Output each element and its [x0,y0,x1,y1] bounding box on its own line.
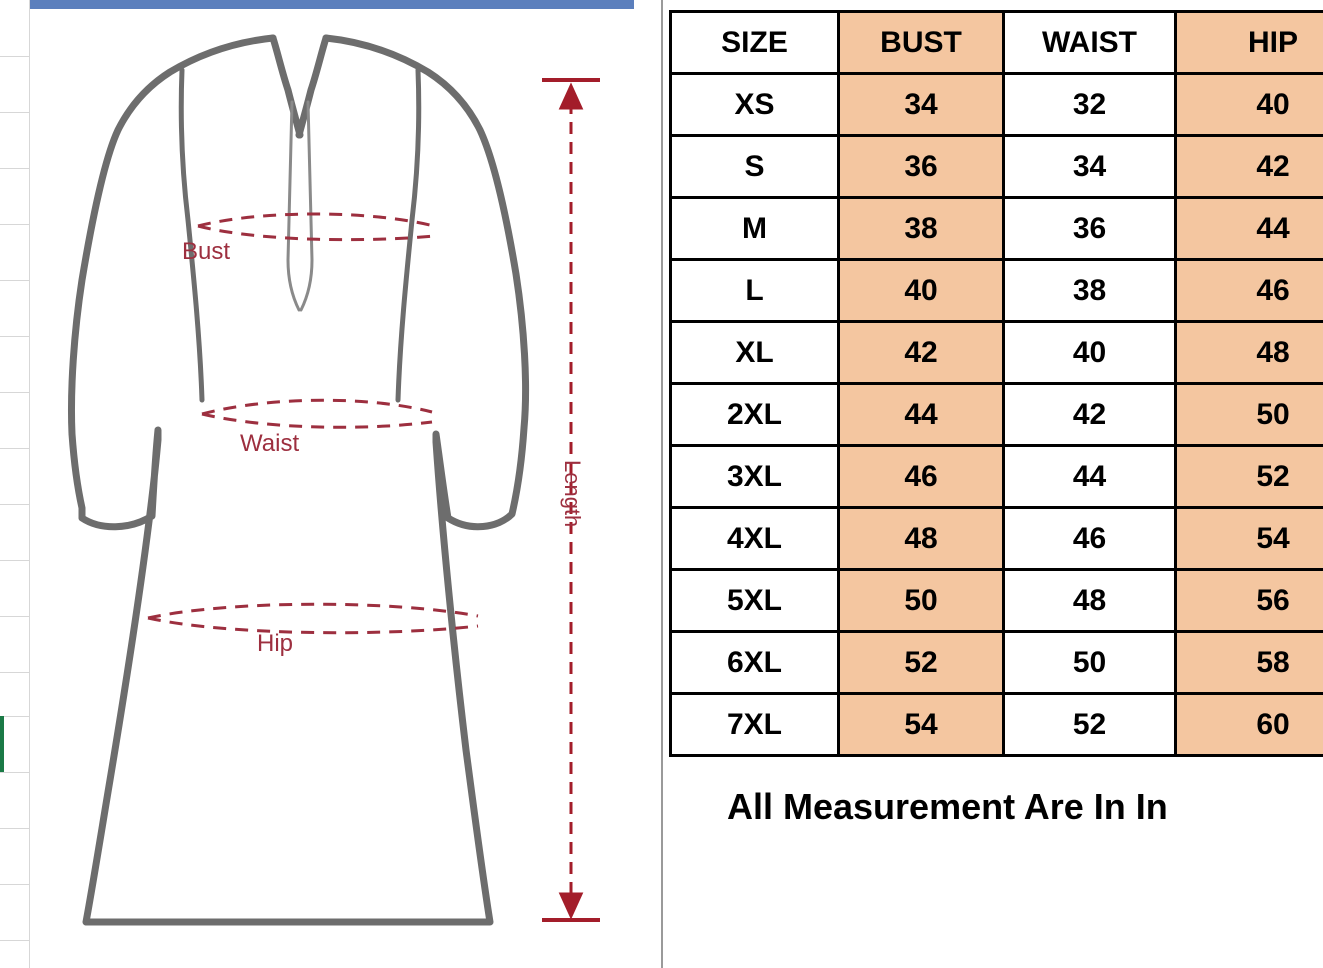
cell-hip: 40 [1176,74,1323,136]
hip-measure-line [148,604,478,618]
table-header-row [671,12,1323,74]
waist-measure-line-lower [202,414,432,427]
header-bust: BUST [839,12,1004,74]
cell-size: S [671,136,839,198]
cell-waist: 50 [1004,632,1176,694]
cell-bust: 52 [839,632,1004,694]
cell-size: M [671,198,839,260]
cell-waist: 46 [1004,508,1176,570]
table-row [671,570,1323,632]
cell-size: 5XL [671,570,839,632]
table-row [671,632,1323,694]
cell-bust: 50 [839,570,1004,632]
bust-measure-line-lower [198,226,434,240]
cell-hip: 54 [1176,508,1323,570]
length-label: Length [560,460,585,528]
cell-bust: 38 [839,198,1004,260]
cell-size: 7XL [671,694,839,756]
cell-hip: 42 [1176,136,1323,198]
table-row [671,260,1323,322]
table-row [671,136,1323,198]
cell-waist: 52 [1004,694,1176,756]
top-blue-band [30,0,634,9]
cell-waist: 38 [1004,260,1176,322]
table-row [671,74,1323,136]
cell-hip: 56 [1176,570,1323,632]
bust-measure-line [198,214,434,226]
cell-size: L [671,260,839,322]
table-row [671,446,1323,508]
waist-label: Waist [240,430,300,457]
cell-bust: 36 [839,136,1004,198]
cell-size: 6XL [671,632,839,694]
measurement-unit-note: All Measurement Are In In [727,786,1168,827]
header-hip: HIP [1176,12,1323,74]
header-waist: WAIST [1004,12,1176,74]
cell-size: 2XL [671,384,839,446]
cell-bust: 48 [839,508,1004,570]
cell-size: XS [671,74,839,136]
cell-hip: 48 [1176,322,1323,384]
header-size: SIZE [671,12,839,74]
cell-hip: 52 [1176,446,1323,508]
cell-hip: 58 [1176,632,1323,694]
cell-selection-marker [0,716,4,772]
cell-waist: 40 [1004,322,1176,384]
table-row [671,508,1323,570]
table-row [671,384,1323,446]
cell-waist: 34 [1004,136,1176,198]
cell-hip: 44 [1176,198,1323,260]
cell-hip: 60 [1176,694,1323,756]
cell-bust: 44 [839,384,1004,446]
cell-size: 3XL [671,446,839,508]
hip-measure-line-lower [148,618,478,633]
table-row [671,198,1323,260]
cell-bust: 42 [839,322,1004,384]
cell-waist: 42 [1004,384,1176,446]
cell-size: 4XL [671,508,839,570]
table-row [671,694,1323,756]
cell-bust: 46 [839,446,1004,508]
cell-hip: 50 [1176,384,1323,446]
hip-label: Hip [257,630,294,657]
cell-bust: 34 [839,74,1004,136]
cell-size: XL [671,322,839,384]
size-table-panel [663,0,1323,968]
cell-waist: 44 [1004,446,1176,508]
cell-hip: 46 [1176,260,1323,322]
cell-bust: 54 [839,694,1004,756]
cell-bust: 40 [839,260,1004,322]
table-row [671,322,1323,384]
bust-label: Bust [182,238,231,265]
size-chart-table [669,10,1323,757]
cell-waist: 32 [1004,74,1176,136]
cell-waist: 48 [1004,570,1176,632]
cell-waist: 36 [1004,198,1176,260]
spreadsheet-gridlines [0,0,30,968]
